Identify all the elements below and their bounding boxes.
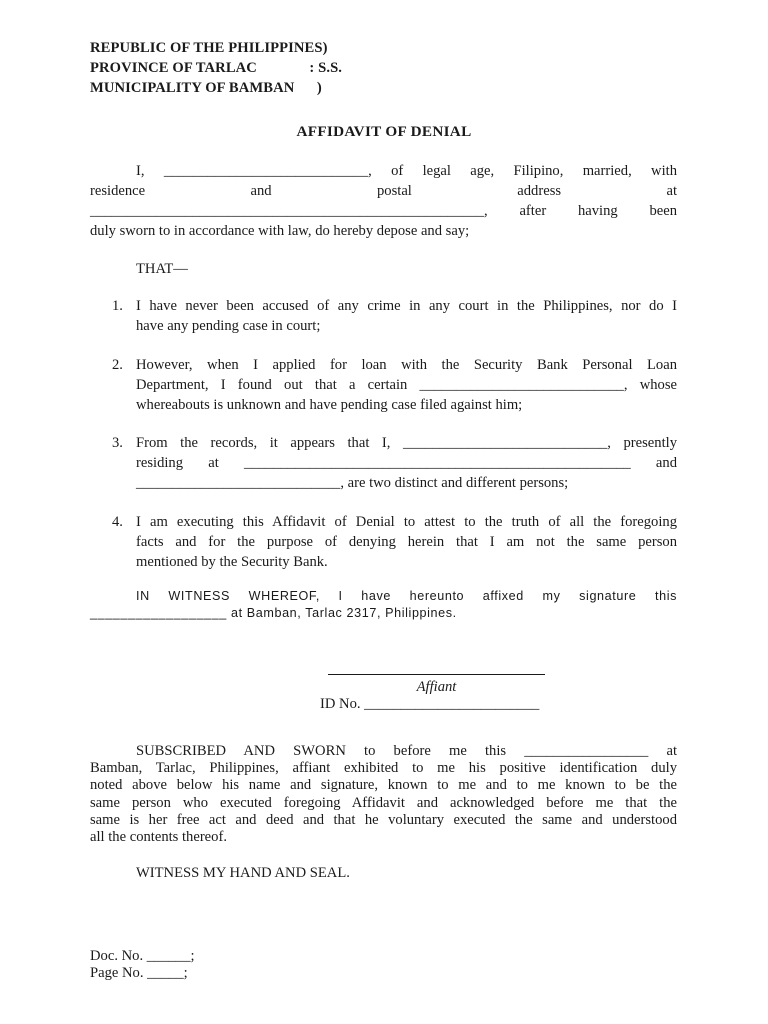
item-number: 4. <box>112 514 123 530</box>
item-line: mentioned by the Security Bank. <box>136 554 328 570</box>
subscribed-line: Bamban, Tarlac, Philippines, affiant exhibited to me his positive identification duly <box>90 760 677 777</box>
item-line: Department, I found out that a certain ____________________________, whose <box>136 377 677 393</box>
page-number: Page No. _____; <box>90 965 188 981</box>
subscribed-paragraph <box>90 743 677 846</box>
intro-line-2: residence and postal address at <box>90 183 677 199</box>
item-line: residing at _____________________________________________________ and <box>136 455 677 471</box>
intro-line-3: ______________________________________________________, after having been <box>90 203 677 219</box>
document-title: AFFIDAVIT OF DENIAL <box>296 123 472 140</box>
item-line: However, when I applied for loan with the Security Bank Personal Loan <box>136 357 677 373</box>
subscribed-line: SUBSCRIBED AND SWORN to before me this _________________ at <box>136 743 677 759</box>
item-number: 1. <box>112 298 123 314</box>
witness-line-2: __________________ at Bamban, Tarlac 2317, Philippines. <box>90 606 457 620</box>
header-municipality: MUNICIPALITY OF BAMBAN ) <box>90 80 322 96</box>
header-republic: REPUBLIC OF THE PHILIPPINES) <box>90 40 328 56</box>
item-line: whereabouts is unknown and have pending case filed against him; <box>136 397 523 413</box>
item-line: facts and for the purpose of denying herein that I am not the same person <box>136 534 677 550</box>
doc-number: Doc. No. ______; <box>90 948 195 964</box>
intro-line-1: I, ____________________________, of legal age, Filipino, married, with <box>136 163 677 179</box>
item-number: 2. <box>112 357 123 373</box>
subscribed-line: all the contents thereof. <box>90 829 227 846</box>
witness-paragraph <box>90 588 677 622</box>
subscribed-line: same person who executed foregoing Affidavit and acknowledged before me that the <box>90 794 677 811</box>
witness-seal: WITNESS MY HAND AND SEAL. <box>136 865 350 881</box>
id-number-field: ID No. ________________________ <box>320 696 540 712</box>
item-line: I have never been accused of any crime in any court in the Philippines, nor do I <box>136 298 677 314</box>
item-line: have any pending case in court; <box>136 318 321 334</box>
witness-line-1: IN WITNESS WHEREOF, I have hereunto affixed my signature this <box>136 589 677 603</box>
that-label: THAT— <box>136 261 188 277</box>
item-line: From the records, it appears that I, ____________________________, presently <box>136 435 677 451</box>
signature-line <box>328 674 545 675</box>
subscribed-line: same is her free act and deed and that he voluntary executed the same and understood <box>90 811 677 828</box>
item-number: 3. <box>112 435 123 451</box>
header-province: PROVINCE OF TARLAC : S.S. <box>90 60 343 76</box>
intro-line-4: duly sworn to in accordance with law, do hereby depose and say; <box>90 223 470 239</box>
item-line: I am executing this Affidavit of Denial to attest to the truth of all the foregoing <box>136 514 677 530</box>
item-line: ____________________________, are two distinct and different persons; <box>136 475 569 491</box>
intro-paragraph <box>90 161 677 241</box>
affiant-label: Affiant <box>416 679 457 695</box>
subscribed-line: noted above below his name and signature, known to me and to me known to be the <box>90 777 677 794</box>
